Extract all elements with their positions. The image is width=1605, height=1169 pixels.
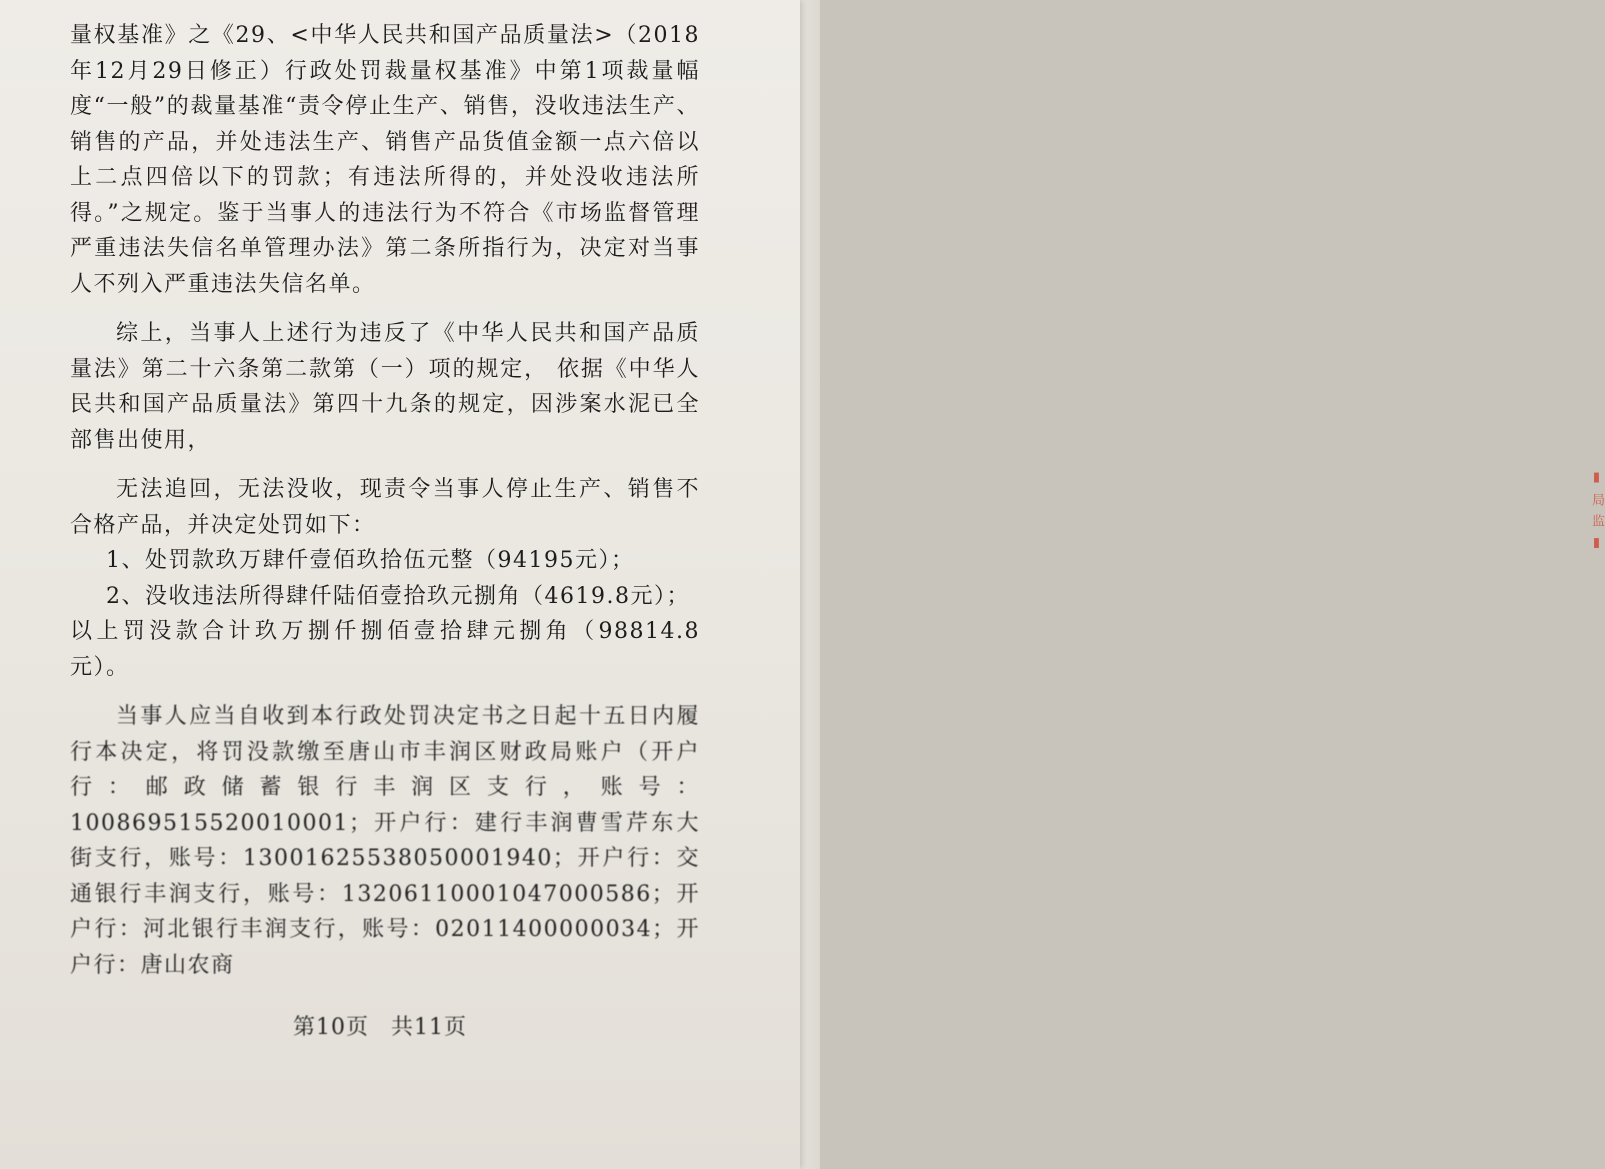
paragraph-decision: 无法追回，无法没收，现责令当事人停止生产、销售不合格产品，并决定处罚如下： xyxy=(70,477,700,538)
penalty-total: 以上罚没款合计玖万捌仟捌佰壹拾肆元捌角（98814.8元）。 xyxy=(70,619,700,680)
page-total: 共11页 xyxy=(391,1015,467,1040)
document-body xyxy=(70,18,700,983)
page-number: 第10页 xyxy=(293,1015,369,1040)
red-seal-fragment: ▮ 局 监 ▮ xyxy=(1589,470,1604,553)
paragraph-legal-basis: 量权基准》之《29、<中华人民共和国产品质量法>（2018 年12月29日修正）行政处罚裁量权基准》中第1项裁量幅度“一般”的裁量基准“责令停止生产、销售，没收违法生产、销售的产品，并处违法生产、销售产品货值金额一点六倍以上二点四倍以下的罚款；有违法所得的，并处没收违法所得。”之规定。鉴于当事人的违法行为不符合《市场监督管理严重违法失信名单管理办法》第二条所指行为，决定对当事人不列入严重违法失信名单。 xyxy=(70,23,700,297)
penalty-item-2: 2、没收违法所得肆仟陆佰壹拾玖元捌角（4619.8元）； xyxy=(106,583,690,609)
page-footer xyxy=(0,1010,760,1041)
paragraph-summary: 综上，当事人上述行为违反了《中华人民共和国产品质量法》第二十六条第二款第（一）项的规定， 依据《中华人民共和国产品质量法》第四十九条的规定，因涉案水泥已全部售出使用， xyxy=(70,321,700,453)
penalty-item-1: 1、处罚款玖万肆仟壹佰玖拾伍元整（94195元）； xyxy=(106,548,635,573)
paragraph-payment-instructions: 当事人应当自收到本行政处罚决定书之日起十五日内履行本决定，将罚没款缴至唐山市丰润区财政局账户（开户行：邮政储蓄银行丰润区支行，账号：100869515520010001；开户行：建行丰润曹雪芹东大街支行，账号：13001625538050001940；开户行：交通银行丰润支行，账号：13206110001047000586；开户行：河北银行丰润支行，账号：02011400000034；开户行：唐山农商 xyxy=(70,704,700,978)
document-page xyxy=(0,0,800,1169)
